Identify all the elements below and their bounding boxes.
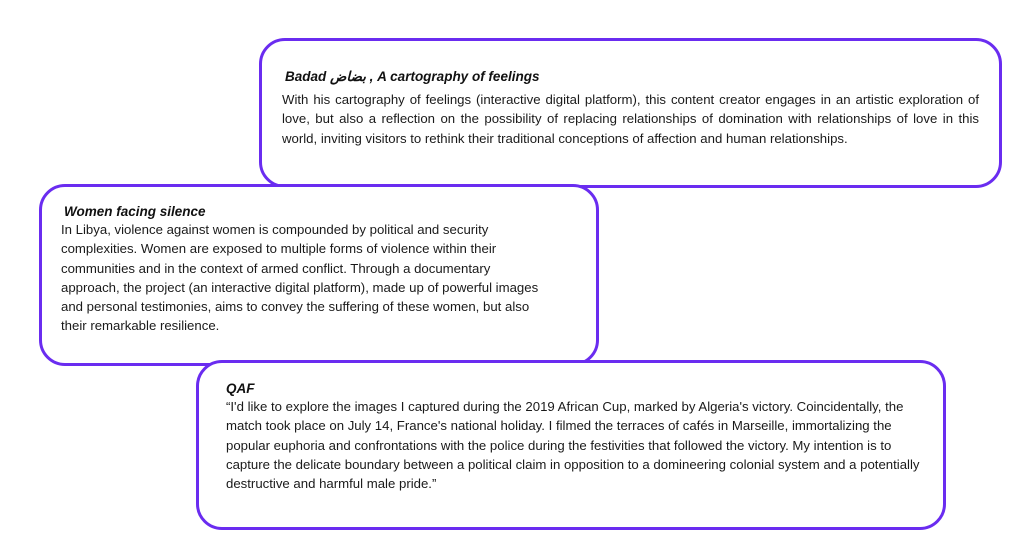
card-badad <box>259 38 1002 188</box>
card-title: QAF <box>226 381 255 396</box>
card-description: “I'd like to explore the images I captured during the 2019 African Cup, marked by Algeria's victory. Coincidentally, the match took place on July 14, France's national holiday. I filmed the terraces of cafés in Marseille, immortalizing the popular euphoria and confrontations with the police during the festivities that followed the victory. My intention is to capture the delicate boundary between a political claim in opposition to a domineering colonial system and a potentially destructive and harmful male pride.” <box>226 399 920 492</box>
card-title: Badad بضاض , A cartography of feelings <box>285 69 540 84</box>
card-qaf <box>196 360 946 530</box>
card-title: Women facing silence <box>64 204 206 219</box>
card-description: With his cartography of feelings (interactive digital platform), this content creator engages in an artistic exploration of love, but also a reflection on the possibility of replacing relationships of domination with relationships of love in this world, inviting visitors to rethink their traditional conceptions of affection and human relationships. <box>282 92 979 146</box>
card-women-facing-silence <box>39 184 599 366</box>
card-description: In Libya, violence against women is compounded by political and security complexities. Women are exposed to multiple forms of violence within their communities and in the context of armed conflict. Through a documentary approach, the project (an interactive digital platform), made up of powerful images and personal testimonies, aims to convey the suffering of these women, but also their remarkable resilience. <box>61 222 539 334</box>
